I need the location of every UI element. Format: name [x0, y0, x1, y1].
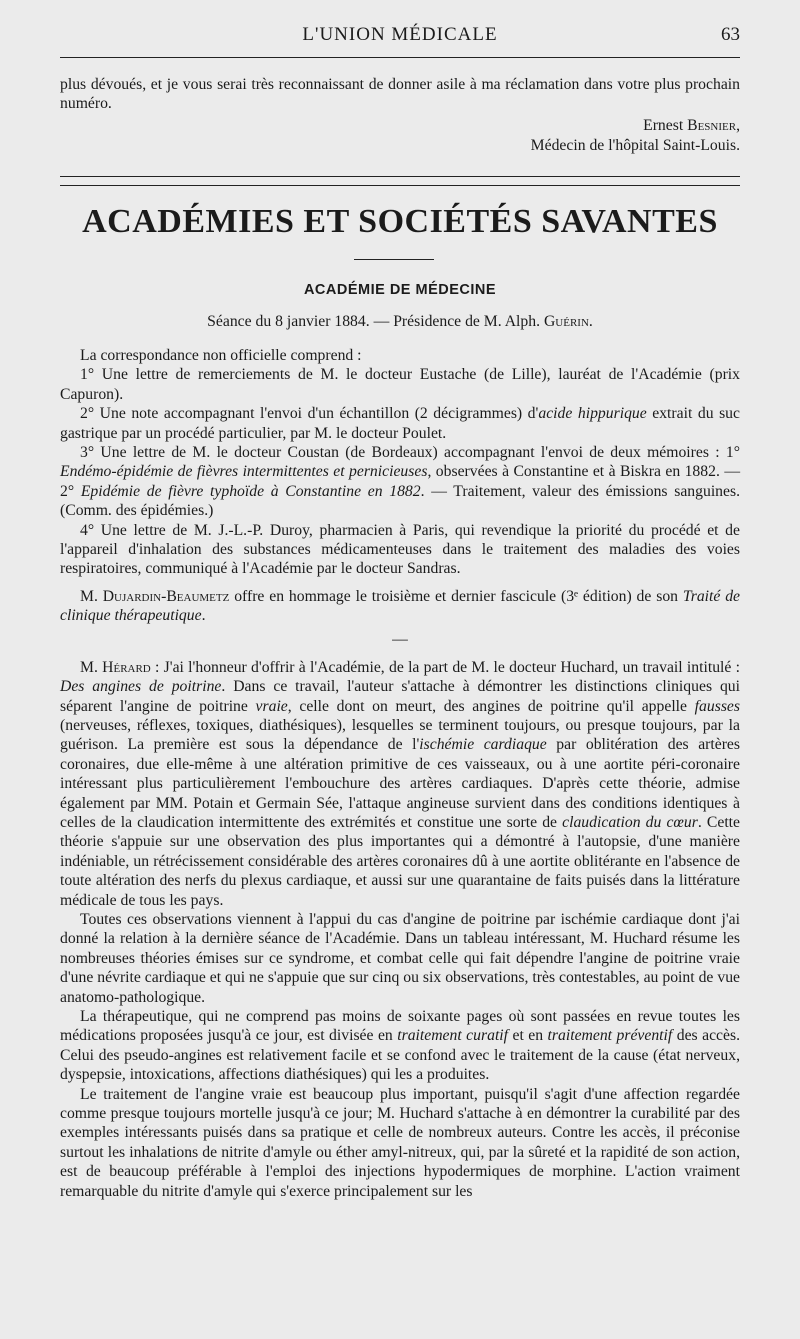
running-title: L'UNION MÉDICALE [302, 24, 498, 45]
herard-italic-3: fausses [694, 697, 740, 715]
section-divider [60, 176, 740, 186]
item2-italic: acide hippurique [538, 405, 647, 423]
dujardin-name: Dujardin-Beaumetz [102, 587, 230, 605]
signature-last-name: Besnier [687, 117, 737, 134]
seance-president: Guérin [543, 313, 589, 330]
paragraph-therapeutique [60, 1007, 740, 1085]
herard-text-c: , celle dont on meurt, des angines de poitrine qu'il appelle [287, 697, 695, 715]
therapeutique-text-b: et en [508, 1027, 548, 1045]
therapeutique-text-a: La thérapeutique, qui ne comprend pas moins de soixante pages où sont passées en revue toutes les médications proposées jusqu'à ce jour, est divisée en [60, 1008, 740, 1045]
correspondence-item-1: 1° Une lettre de remerciements de M. le docteur Eustache (de Lille), lauréat de l'Académie (prix Capuron). [60, 366, 740, 403]
herard-text-b: . Dans ce travail, l'auteur s'attache à démontrer les distinctions cliniques qui séparent l'angine de poitrine [60, 678, 740, 715]
item3-italic-1: Endémo-épidémie de fièvres intermittentes et pernicieuses [60, 463, 428, 481]
correspondence-item-4: 4° Une lettre de M. J.-L.-P. Duroy, pharmacien à Paris, qui revendique la priorité du procédé et de l'appareil d'inhalation des substances médicamenteuses dans le traitement des maladies des voies respiratoires, communiqué à l'Académie par le docteur Sandras. [60, 521, 740, 578]
dujardin-end: . [201, 607, 206, 625]
item3-text-b: , observées à Constantine et à Biskra en 1882. — 2° [60, 463, 741, 500]
herard-italic-2: vraie [255, 697, 288, 715]
signature-name: Ernest Besnier, [643, 117, 740, 134]
seance-text: Séance du 8 janvier 1884. — Présidence de M. Alph. [207, 313, 541, 330]
item3-text-a: 3° Une lettre de M. le docteur Coustan (de Bordeaux) accompagnant l'envoi de deux mémoires : 1° [80, 444, 740, 462]
signature [531, 116, 740, 156]
header-rule [60, 57, 740, 58]
item2-text-b: extrait du suc gastrique par un procédé particulier, par M. le docteur Poulet. [60, 405, 740, 442]
section-title: ACADÉMIES ET SOCIÉTÉS SAVANTES [82, 203, 718, 240]
herard-text-f: . Cette théorie s'appuie sur une observation des plus importantes qui a démontré à l'autopsie, d'une manière indéniable, un rétrécissement considérable des artères coronaires dû à une aortite oblitérante en l'absence de toute altération des nerfs du plexus cardiaque, et aussi sur une quarantaine de faits puisés dans la littérature médicale de tous les pays. [60, 813, 740, 909]
paragraph-toutes: Toutes ces observations viennent à l'appui du cas d'angine de poitrine par ischémie cardiaque dont j'ai donné la relation à la dernière séance de l'Académie. Dans un tableau intéressant, M. Huchard résume les nombreuses théories émises sur ce syndrome, et combat celle qui fait dépendre l'angine de poitrine vraie d'une névrite cardiaque et qui ne s'appuie que sur cinq ou six observations, très contestables, au point de vue anatomo-pathologique. [60, 910, 740, 1006]
herard-text-e: par oblitération des artères coronaires, due elle-même à une altération primitive de ces vaisseaux, ou à une aortite péri-coronaire intéressant plus particulièrement l'embouchure des artères cardiaques. D'après cette théorie, admise également par MM. Potain et Germain Sée, l'attaque angineuse survient dans des conditions identiques à celles de la claudication intermittente des extrémités et constitue une sorte de [60, 736, 740, 831]
academy-title: ACADÉMIE DE MÉDECINE [303, 282, 497, 298]
item3-italic-2: Epidémie de fièvre typhoïde à Constantine en 1882 [80, 482, 421, 500]
running-header [60, 24, 740, 48]
herard-italic-4: ischémie cardiaque [419, 736, 547, 754]
dujardin-text: offre en hommage le troisième et dernier fascicule (3ᵉ édition) de son [229, 587, 683, 605]
dujardin-book-title: Traité de clinique thérapeutique [60, 587, 740, 625]
article-body [60, 346, 740, 1201]
dujardin-paragraph: M. Dujardin-Beaumetz offre en hommage le troisième et dernier fascicule (3ᵉ édition) de son Traité de clinique thérapeutique. [60, 587, 740, 625]
item2-text-a: 2° Une note accompagnant l'envoi d'un échantillon (2 décigrammes) d' [80, 405, 539, 423]
therapeutique-italic-2: traitement préventif [547, 1027, 673, 1045]
intro-paragraph: plus dévoués, et je vous serai très reconnaissant de donner asile à ma réclamation dans votre plus prochain numéro. [60, 76, 740, 113]
therapeutique-text-c: des accès. Celui des pseudo-angines est relativement facile et se confond avec le traitement de la cause (état nerveux, dyspepsie, intoxications, affections diathésiques) qui les a produites. [60, 1027, 740, 1084]
herard-paragraph: M. Hérard : J'ai l'honneur d'offrir à l'Académie, de la part de M. le docteur Huchard, un travail intitulé : Des angines de poitrine. Dans ce travail, l'auteur s'attache à démontrer les distinctions cliniques qui séparent l'angine de poitrine vraie, celle dont on meurt, des angines de poitrine qu'il appelle fausses (nerveuses, réflexes, toxiques, diathésiques), lesquelles se terminent toujours, ou presque toujours, par la guérison. La première est sous la dépendance de l'ischémie cardiaque par oblitération des artères coronaires, due elle-même à une altération primitive de ces vaisseaux, ou à une aortite péri-coronaire intéressant plus particulièrement l'embouchure des artères cardiaques. D'après cette théorie, admise également par MM. Potain et Germain Sée, l'attaque angineuse survient dans des conditions identiques à celles de la claudication intermittente des extrémités et constitue une sorte de claudication du cœur. Cette théorie s'appuie sur une observation des plus importantes qui a démontré à l'autopsie, d'une manière indéniable, un rétrécissement considérable des artères coronaires dû à une aortite oblitérante en l'absence de toute altération des nerfs du plexus cardiaque, et aussi sur une quarantaine de faits puisés dans la littérature médicale de tous les pays. [60, 658, 740, 909]
herard-name: Hérard [102, 658, 151, 676]
herard-italic-1: Des angines de poitrine [60, 678, 222, 696]
correspondence-item-2 [60, 404, 740, 443]
herard-text-a: : J'ai l'honneur d'offrir à l'Académie, de la part de M. le docteur Huchard, un travail intitulé : [150, 658, 740, 676]
correspondence-item-3 [60, 443, 740, 521]
paragraph-traitement: Le traitement de l'angine vraie est beaucoup plus important, puisqu'il s'agit d'une affection regardée comme presque toujours mortelle jusqu'à ce jour; M. Huchard s'attache à en démontrer la curabilité par des exemples intéressants puisés dans sa pratique et celle de nombreux auteurs. Contre les accès, il préconise surtout les inhalations de nitrite d'amyle ou éther amyl-nitreux, qui, par la sûreté et la rapidité de son action, est de beaucoup préférable à l'emploi des injections hypodermiques de morphine. L'action vraiment remarquable du nitrite d'amyle qui s'exerce principalement sur les [60, 1085, 740, 1200]
herard-text-d: (nerveuses, réflexes, toxiques, diathésiques), lesquelles se terminent toujours, ou presque toujours, par la guérison. La première est sous la dépendance de l' [60, 716, 740, 754]
signature-first-name: Ernest [643, 117, 684, 134]
seance-end: . [588, 313, 593, 330]
correspondence-intro: La correspondance non officielle comprend : [80, 347, 362, 364]
item3-text-c: . — Traitement, valeur des émissions sanguines. (Comm. des épidémies.) [60, 482, 741, 520]
title-underline [354, 259, 434, 260]
herard-italic-5: claudication du cœur [562, 813, 698, 831]
seance-line [60, 313, 740, 331]
separator-dash: — [392, 630, 408, 648]
signature-role: Médecin de l'hôpital Saint-Louis. [530, 137, 740, 154]
page-number: 63 [721, 24, 740, 45]
therapeutique-italic-1: traitement curatif [397, 1027, 509, 1045]
intro-block [60, 75, 740, 114]
